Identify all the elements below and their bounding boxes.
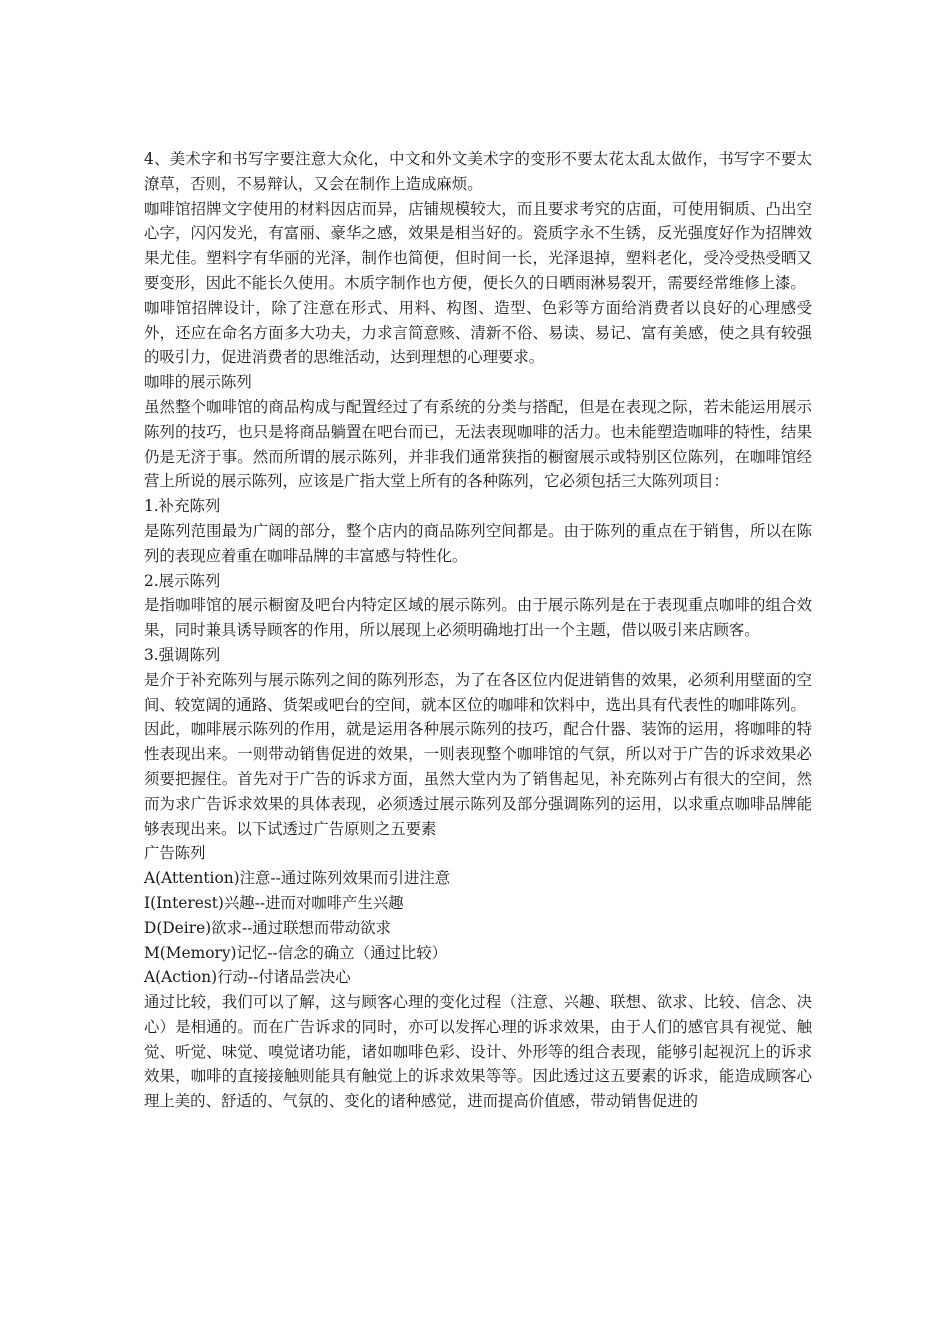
paragraph-lettering-rule: 4、美术字和书写字要注意大众化，中文和外文美术字的变形不要太花太乱太做作，书写字不要太潦草，否则，不易辩认，又会在制作上造成麻烦。 bbox=[144, 150, 812, 193]
list-item-interest: I(Interest)兴趣--进而对咖啡产生兴趣 bbox=[144, 893, 404, 912]
paragraph-emphasis-display: 是介于补充陈列与展示陈列之间的陈列形态，为了在各区位内促进销售的效果，必须利用壁面的空间、较宽阔的通路、货架或吧台的空间，就本区位的咖啡和饮料中，选出具有代表性的咖啡陈列。 bbox=[144, 670, 812, 714]
heading-showcase-display: 2.展示陈列 bbox=[144, 571, 221, 590]
heading-emphasis-display: 3.强调陈列 bbox=[144, 645, 221, 664]
paragraph-display-intro: 虽然整个咖啡馆的商品构成与配置经过了有系统的分类与搭配，但是在表现之际，若未能运用展示陈列的技巧，也只是将商品躺置在吧台而已，无法表现咖啡的活力。也未能塑造咖啡的特性，结果仍是无济于事。然而所谓的展示陈列，并非我们通常狭指的橱窗展示或特别区位陈列，在咖啡馆经营上所说的展示陈列，应该是广指大堂上所有的各种陈列，它必须包括三大陈列项目： bbox=[144, 397, 812, 491]
paragraph-conclusion: 通过比较，我们可以了解，这与顾客心理的变化过程（注意、兴趣、联想、欲求、比较、信念、决心）是相通的。而在广告诉求的同时，亦可以发挥心理的诉求效果，由于人们的感官具有视觉、触觉、听觉、味觉、嗅觉诸功能，诸如咖啡色彩、设计、外形等的组合表现，能够引起视沉上的诉求效果，咖啡的直接接触则能具有触觉上的诉求效果等等。因此透过这五要素的诉求，能造成顾客心理上美的、舒适的、气氛的、变化的诸种感觉，进而提高价值感，带动销售促进的 bbox=[144, 993, 812, 1111]
list-item-attention: A(Attention)注意--通过陈列效果而引进注意 bbox=[144, 869, 451, 888]
heading-display: 咖啡的展示陈列 bbox=[144, 373, 252, 392]
paragraph-display-purpose: 因此，咖啡展示陈列的作用，就是运用各种展示陈列的技巧，配合什器、装饰的运用，将咖啡的特性表现出来。一则带动销售促进的效果，一则表现整个咖啡馆的气氛，所以对于广告的诉求效果必须要把握住。首先对于广告的诉求方面，虽然大堂内为了销售起见，补充陈列占有很大的空间，然而为求广告诉求效果的具体表现，必须透过展示陈列及部分强调陈列的运用，以求重点咖啡品牌能够表现出来。以下试透过广告原则之五要素 bbox=[144, 720, 812, 838]
list-item-action: A(Action)行动--付诸品尝决心 bbox=[144, 968, 351, 987]
paragraph-sign-design: 咖啡馆招牌设计，除了注意在形式、用料、构图、造型、色彩等方面给消费者以良好的心理感受外，还应在命名方面多大功夫，力求言简意赅、清新不俗、易读、易记、富有美感，使之具有较强的吸引力，促进消费者的思维活动，达到理想的心理要求。 bbox=[144, 298, 812, 367]
paragraph-showcase-display: 是指咖啡馆的展示橱窗及吧台内特定区域的展示陈列。由于展示陈列是在于表现重点咖啡的组合效果，同时兼具诱导顾客的作用，所以展现上必须明确地打出一个主题，借以吸引来店顾客。 bbox=[144, 596, 812, 640]
heading-supplement-display: 1.补充陈列 bbox=[144, 497, 221, 516]
list-item-desire: D(Deire)欲求--通过联想而带动欲求 bbox=[144, 918, 391, 937]
document-body bbox=[144, 147, 812, 1114]
heading-ad-display: 广告陈列 bbox=[144, 844, 206, 863]
paragraph-supplement-display: 是陈列范围最为广阔的部分，整个店内的商品陈列空间都是。由于陈列的重点在于销售，所以在陈列的表现应着重在咖啡品牌的丰富感与特性化。 bbox=[144, 521, 812, 565]
list-item-memory: M(Memory)记忆--信念的确立（通过比较） bbox=[144, 943, 448, 962]
paragraph-sign-materials: 咖啡馆招牌文字使用的材料因店而异，店铺规模较大，而且要求考究的店面，可使用铜质、凸出空心字，闪闪发光，有富丽、豪华之感，效果是相当好的。瓷质字永不生锈，反光强度好作为招牌效果尤佳。塑料字有华丽的光泽，制作也简便，但时间一长，光泽退掉，塑料老化，受冷受热受晒又要变形，因此不能长久使用。木质字制作也方便，便长久的日晒雨淋易裂开，需要经常维修上漆。 bbox=[144, 199, 812, 292]
